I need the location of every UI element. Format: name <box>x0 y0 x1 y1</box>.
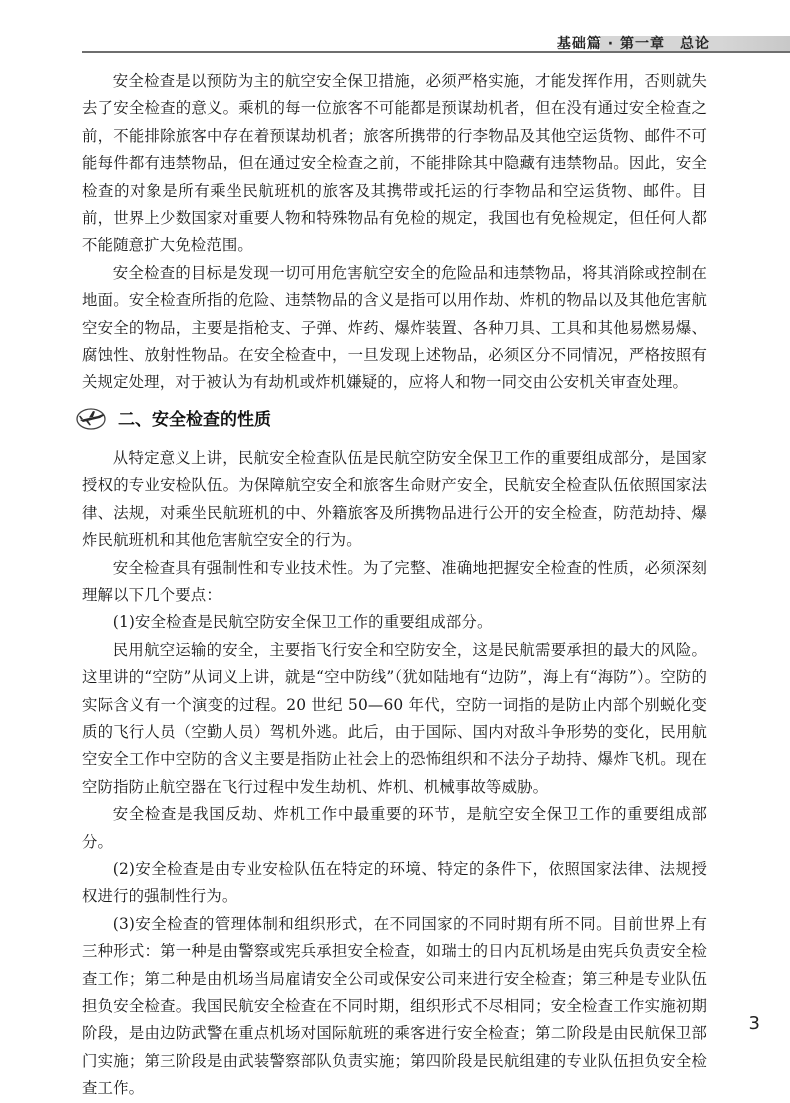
header-band-end <box>720 36 790 51</box>
paragraph-point-3: (3)安全检查的管理体制和组织形式，在不同国家的不同时期有所不同。目前世界上有三种形式：第一种是由警察或宪兵承担安全检查，如瑞士的日内瓦机场是由宪兵负责安全检查工作；第二种是由机场当局雇请安全公司或保安公司来进行安全检查；第三种是专业队伍担负安全检查。我国民航安全检查在不同时期，组织形式不尽相同；安全检查工作实施初期阶段，是由边防武警在重点机场对国际航班的乘客进行安全检查；第二阶段是由民航保卫部门实施；第三阶段是由武装警察部队负责实施；第四阶段是民航组建的专业队伍担负安全检查工作。 <box>82 914 707 1098</box>
paragraph-key-link: 安全检查是我国反劫、炸机工作中最重要的环节，是航空安全保卫工作的重要组成部分。 <box>82 805 707 851</box>
paragraph-point-2: (2)安全检查是由专业安检队伍在特定的环境、特定的条件下，依照国家法律、法规授权进行的强制性行为。 <box>82 859 707 906</box>
page-number: 3 <box>748 1013 760 1034</box>
paragraph-screening-purpose: 安全检查是以预防为主的航空安全保卫措施，必须严格实施，才能发挥作用，否则就失去了安全检查的意义。乘机的每一位旅客不可能都是预谋劫机者，但在没有通过安全检查之前，不能排除旅客中存在着预谋劫机者；旅客所携带的行李物品及其他空运货物、邮件不可能每件都有违禁物品，但在通过安全检查之前，不能排除其中隐藏有违禁物品。因此，安全检查的对象是所有乘坐民航班机的旅客及其携带或托运的行李物品和空运货物、邮件。目前，世界上少数国家对重要人物和特殊物品有免检的规定，我国也有免检规定，但任何人都不能随意扩大免检范围。 <box>82 72 707 255</box>
running-header-title: 基础篇 · 第一章 总论 <box>556 36 710 52</box>
section-title: 二、安全检查的性质 <box>118 409 271 430</box>
paragraph-nature-intro: 安全检查具有强制性和专业技术性。为了完整、准确地把握安全检查的性质，必须深刻理解以下几个要点： <box>82 558 707 604</box>
paragraph-security-team: 从特定意义上讲，民航安全检查队伍是民航空防安全保卫工作的重要组成部分，是国家授权的专业安检队伍。为保障航空安全和旅客生命财产安全，民航安全检查队伍依照国家法律、法规，对乘坐民航班机的中、外籍旅客及所携物品进行公开的安全检查，防范劫持、爆炸民航班机和其他危害航空安全的行为。 <box>82 448 707 550</box>
section-heading <box>82 399 707 441</box>
page-header <box>0 0 790 56</box>
paragraph-point-1: (1)安全检查是民航空防安全保卫工作的重要组成部分。 <box>112 613 493 632</box>
paragraph-screening-goal: 安全检查的目标是发现一切可用危害航空安全的危险品和违禁物品，将其消除或控制在地面。安全检查所指的危险、违禁物品的含义是指可以用作劫、炸机的物品以及其他危害航空安全的物品，主要是指枪支、子弹、炸药、爆炸装置、各种刀具、工具和其他易燃易爆、腐蚀性、放射性物品。在安全检查中，一旦发现上述物品，必须区分不同情况，严格按照有关规定处理，对于被认为有劫机或炸机嫌疑的，应将人和物一同交由公安机关审查处理。 <box>82 263 707 392</box>
page-body <box>82 68 707 1103</box>
airplane-icon <box>74 405 108 431</box>
paragraph-air-defense: 民用航空运输的安全，主要指飞行安全和空防安全，这是民航需要承担的最大的风险。这里讲的“空防”从词义上讲，就是“空中防线”（犹如陆地有“边防”，海上有“海防”）。空防的实际含义有一个演变的过程。20 世纪 50—60 年代，空防一词指的是防止内部个别蜕化变质的飞行人员（空勤人员）驾机外逃。此后，由于国际、国内对敌斗争形势的变化，民用航空安全工作中空防的含义主要是指防止社会上的恐怖组织和不法分子劫持、爆炸飞机。现在空防指防止航空器在飞行过程中发生劫机、炸机、机械事故等威胁。 <box>82 640 707 796</box>
